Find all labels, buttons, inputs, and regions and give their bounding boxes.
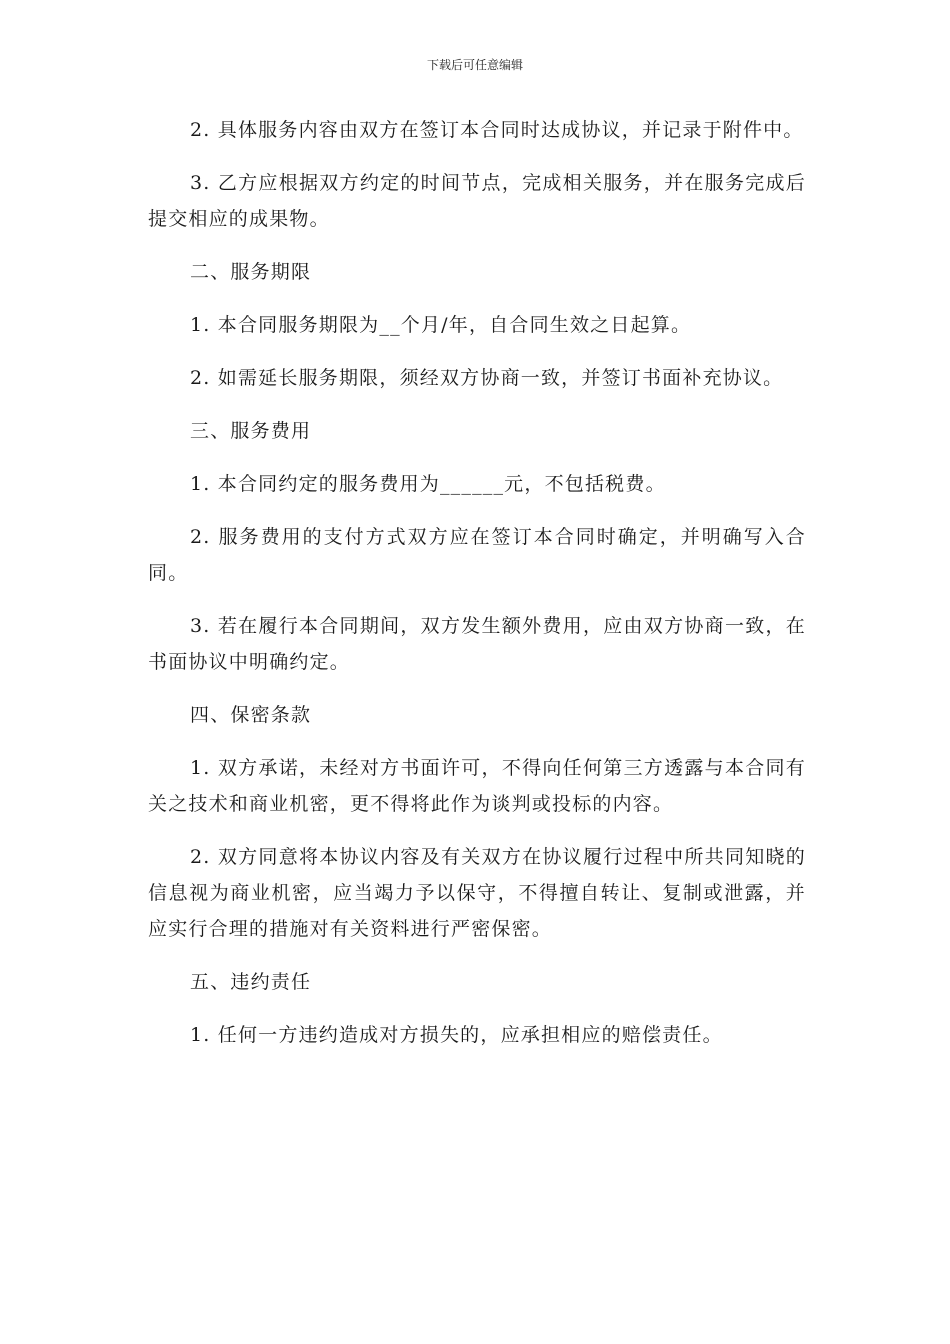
paragraph-fee-amount: 1. 本合同约定的服务费用为______元，不包括税费。 bbox=[190, 473, 666, 495]
section-heading-service-term: 二、服务期限 bbox=[190, 261, 312, 283]
page-header-note: 下载后可任意编辑 bbox=[426, 58, 523, 72]
paragraph-term-extension: 2. 如需延长服务期限，须经双方协商一致，并签订书面补充协议。 bbox=[190, 367, 784, 389]
document-body bbox=[148, 112, 806, 1070]
paragraph-confidentiality-promise: 1. 双方承诺，未经对方书面许可，不得向任何第三方透露与本合同有关之技术和商业机密，更不得将此作为谈判或投标的内容。 bbox=[148, 757, 806, 815]
paragraph-breach-liability: 1. 任何一方违约造成对方损失的，应承担相应的赔偿责任。 bbox=[190, 1024, 723, 1046]
paragraph-service-content: 2. 具体服务内容由双方在签订本合同时达成协议，并记录于附件中。 bbox=[190, 119, 804, 141]
paragraph-term-duration: 1. 本合同服务期限为__个月/年，自合同生效之日起算。 bbox=[190, 314, 692, 336]
paragraph-service-delivery: 3. 乙方应根据双方约定的时间节点，完成相关服务，并在服务完成后提交相应的成果物。 bbox=[148, 172, 806, 230]
paragraph-fee-extra: 3. 若在履行本合同期间，双方发生额外费用，应由双方协商一致，在书面协议中明确约定。 bbox=[148, 615, 806, 673]
section-heading-breach: 五、违约责任 bbox=[190, 971, 312, 993]
section-heading-service-fees: 三、服务费用 bbox=[190, 420, 312, 442]
paragraph-fee-payment: 2. 服务费用的支付方式双方应在签订本合同时确定，并明确写入合同。 bbox=[148, 526, 806, 584]
paragraph-confidentiality-secrets: 2. 双方同意将本协议内容及有关双方在协议履行过程中所共同知晓的信息视为商业机密，应当竭力予以保守，不得擅自转让、复制或泄露，并应实行合理的措施对有关资料进行严密保密。 bbox=[148, 846, 806, 940]
section-heading-confidentiality: 四、保密条款 bbox=[190, 704, 312, 726]
